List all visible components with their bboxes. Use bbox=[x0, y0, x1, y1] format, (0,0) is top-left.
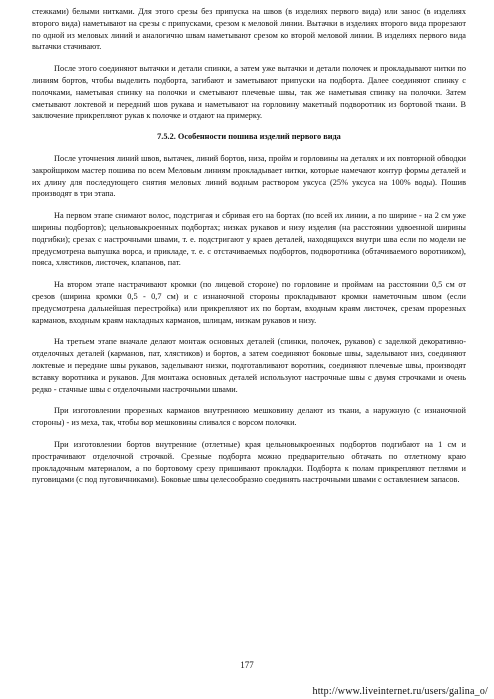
paragraph-8: При изготовлении бортов внутренние (отлетные) края цельновыкроенных подбортов подгибают на 1 см и прострачивают отделочной строчкой. Срезные подборта можно предварительно обтачать по отлетному краю прокладочным материалом, а по бортовому срезу пришивают прокладки. Подборта к полам прикрепляют петлями и пуговицами (с под пуговичниками). Боковые швы целесообразно соединять настрочными швами с оставлением запасов. bbox=[32, 439, 466, 485]
paragraph-6: На третьем этапе вначале делают монтаж основных деталей (спинки, полочек, рукавов) с заделкой декоративно-отделочных деталей (карманов, пат, хлястиков) и бортов, а затем соединяют боковые швы, заделывают низ, соединяют локтевые и передние швы рукавов, заделывают низки, подготавливают воротник, соединяют плечевые швы, производят вставку воротника и рукавов. Для монтажа основных деталей используют настрочные швы с двумя строчками и очень редко - стачные швы с отделочными настрочными швами. bbox=[32, 337, 466, 394]
paragraph-7: При изготовлении прорезных карманов внутреннюю мешковину делают из ткани, а наружную (с изнаночной стороны) - из меха, так, чтобы вор мешковины сливался с ворсом полочки. bbox=[32, 406, 466, 428]
page-number: 177 bbox=[240, 660, 254, 670]
section-heading: 7.5.2. Особенности пошива изделий первого вида bbox=[157, 132, 341, 142]
source-url-watermark[interactable]: http://www.liveinternet.ru/users/galina_o/ bbox=[312, 686, 488, 697]
paragraph-4: На первом этапе снимают волос, подстригая и сбривая его на бортах (по всей их линии, а по ширине - на 2 см уже ширины подбортов); цельновыкроенных подбортах; низках рукавов и низу изделия (на расстоянии удвоенной ширины подгибки); срезах с настрочными швами, т. е. подстригают у краев деталей, находящихся внутри шва если по модели не предусмотрена выпушка ворса, и прикладе, т. е. с отстачиваемых подбортов, подворотника (обтачиваемого воротником), пояса, хлястиков, листочек, клапанов, пат. bbox=[32, 211, 466, 268]
paragraph-2: После этого соединяют вытачки и детали спинки, а затем уже вытачки и детали полочек и прокладывают нитки по линиям бортов, чтобы выделить подборта, загибают и заметывают припуски на подборта. Далее соединяют спинку с полочками, наметывая спинку на полочки и сметывают плечевые швы, так же наметывая спинку на полочки. Затем сметывают локтевой и передний шов рукава и наметывают на горловину макетный подворотник из бортовой ткани. В заключение прикрепляют рукав к полочке и отдают на примерку. bbox=[32, 64, 466, 121]
paragraph-1: стежками) белыми нитками. Для этого срезы без припуска на швов (в изделиях первого вида) или занос (в изделиях второго вида) наметывают на срезы с припусками, срезом к меловой линии. Вытачки в изделиях второго вида прорезают по одной из меловых линий и аналогично швам наметывают срезом ко второй меловой линии. В изделиях первого вида вытачки стачивают. bbox=[32, 7, 466, 52]
paragraph-3: После уточнения линий швов, вытачек, линий бортов, низа, пройм и горловины на деталях и их повторной обводки закройщиком мастер пошива по всем Меловым линиям прокладывает нитки, которые намечают контур формы деталей и их длину для последующего снятия меловых линий водным раствором уксуса (25% уксуса на 100% воды). Пошив производят в три этапа. bbox=[32, 153, 466, 199]
page-content bbox=[32, 6, 466, 486]
paragraph-5: На втором этапе настрачивают кромки (по лицевой стороне) по горловине и проймам на расстоянии 0,5 см от срезов (ширина кромки 0,5 - 0,7 см) и с изнаночной стороны прокладывают кромки наметочным швом (если предусмотрена дальнейшая перестройка) или прикрепляют их по бортам, входным краям листочек, срезам прорезных карманов, входным краям накладных карманов, шлицам, низкам рукавов и низу. bbox=[32, 280, 466, 325]
